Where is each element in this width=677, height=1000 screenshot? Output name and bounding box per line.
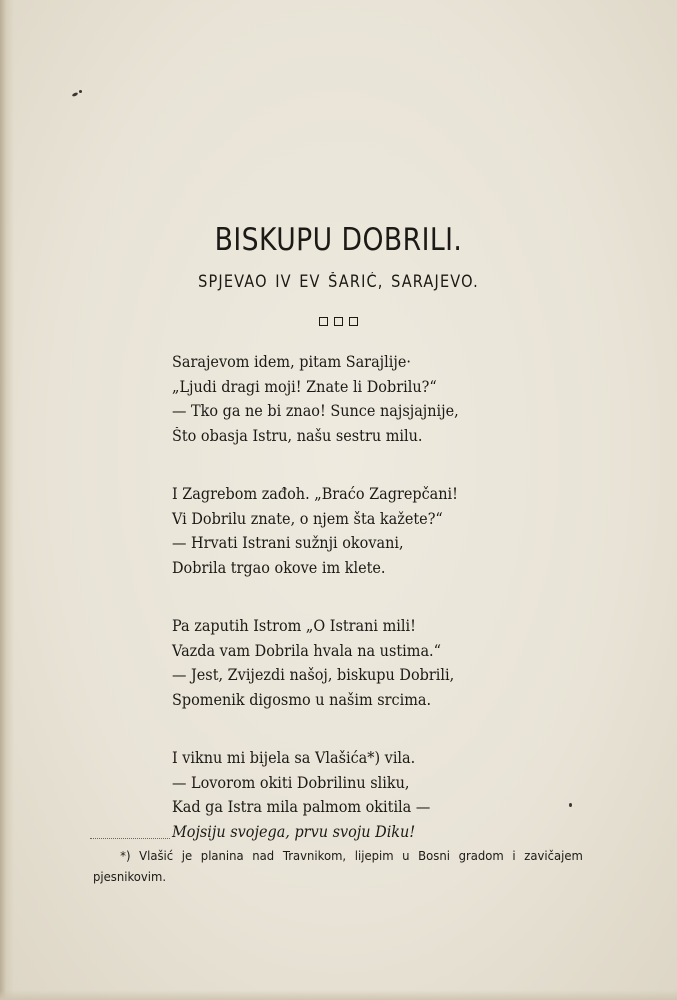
poem-line: Sarajevom idem, pitam Sarajlije· bbox=[172, 353, 411, 371]
stanza-1 bbox=[172, 350, 572, 448]
stanza-3 bbox=[172, 614, 572, 712]
square-ornament-icon bbox=[319, 317, 328, 326]
square-ornament-icon bbox=[334, 317, 343, 326]
poem-body bbox=[172, 350, 572, 878]
poem-title: BISKUPU DOBRILI. bbox=[214, 222, 463, 258]
footnote-divider bbox=[90, 838, 170, 839]
ornament-divider bbox=[0, 317, 677, 326]
poem-line: Spomenik digosmo u našim srcima. bbox=[172, 690, 432, 709]
stanza-2 bbox=[172, 482, 572, 580]
poem-line-italic: Mojsiju svojega, prvu svoju Diku! bbox=[172, 822, 416, 841]
poem-line: Vi Dobrilu znate, o njem šta kažete?“ bbox=[172, 509, 443, 528]
page-left-edge bbox=[0, 0, 14, 1000]
square-ornament-icon bbox=[349, 317, 358, 326]
poem-line: — Tko ga ne bi znao! Sunce najsjajnije, bbox=[172, 402, 459, 420]
poem-line: Što obasja Istru, našu sestru milu. bbox=[172, 426, 423, 445]
stanza-4 bbox=[172, 746, 572, 844]
poem-line: — Hrvati Istrani sužnji okovani, bbox=[172, 534, 404, 552]
poem-line: Pa zaputih Istrom „O Istrani mili! bbox=[172, 617, 416, 635]
poem-line: Dobrila trgao okove im klete. bbox=[172, 558, 386, 577]
ink-speck bbox=[79, 90, 82, 93]
poem-byline: SPJEVAO IV EV ŠARIĆ, SARAJEVO. bbox=[198, 272, 479, 291]
poem-line: I Zagrebom zađoh. „Braćo Zagrepčani! bbox=[172, 485, 458, 503]
poem-line: I viknu mi bijela sa Vlašića*) vila. bbox=[172, 749, 416, 767]
footnote: *) Vlašić je planina nad Travnikom, lijepim u Bosni gradom i zavičajem pjesnikovim. bbox=[93, 849, 583, 884]
poem-line: „Ljudi dragi moji! Znate li Dobrilu?“ bbox=[172, 377, 437, 396]
poem-line: Kad ga Istra mila palmom okitila — bbox=[172, 798, 431, 816]
ink-speck bbox=[72, 92, 79, 97]
poem-line: — Jest, Zvijezdi našoj, biskupu Dobrili, bbox=[172, 666, 455, 684]
poem-line: Vazda vam Dobrila hvala na ustima.“ bbox=[172, 641, 441, 660]
page-bottom-edge bbox=[0, 990, 677, 1000]
poem-line: — Lovorom okiti Dobrilinu sliku, bbox=[172, 773, 410, 792]
